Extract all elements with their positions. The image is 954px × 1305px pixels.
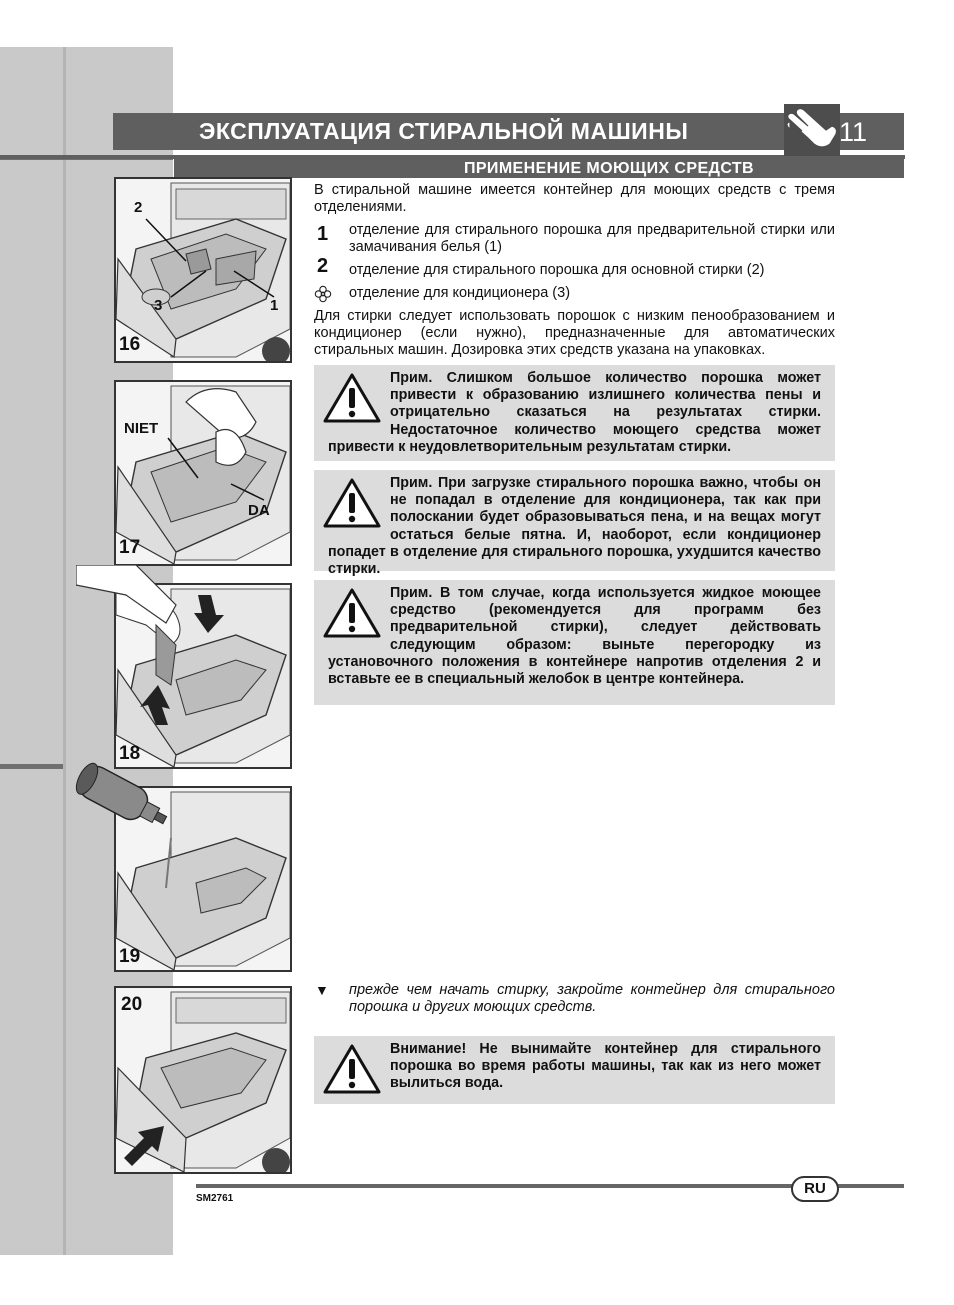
figure-number: 20 [121, 994, 143, 1015]
warning-icon [322, 587, 382, 639]
language-badge: RU [791, 1176, 839, 1202]
hands-illustration [76, 565, 186, 625]
model-code: SM2761 [196, 1193, 234, 1204]
flower-icon [314, 285, 332, 303]
bullet-note [314, 982, 835, 1016]
warning-icon [322, 1043, 382, 1095]
warning-box [314, 1036, 835, 1104]
note-text: Прим. При загрузке стирального порошка важно, чтобы он не попадал в отделение для кондиционера, так как при полоскании будет образовываться пена, и на вещах могут остаться белые пятна. И, наоборот, если кондиционер попадет в отделение для стирального порошка, ухудшится качество стирки. [328, 475, 821, 578]
callout-da: DA [248, 502, 270, 519]
list-item-text: отделение для кондиционера (3) [349, 285, 571, 301]
note-box [314, 470, 835, 578]
usage-text: Для стирки следует использовать порошок с низким пенообразованием и кондиционер (если нужно), предназначенные для автоматических стиральных машин. Дозировка этих средств указана на упаковках. [314, 308, 835, 358]
margin-rule-mid [0, 764, 63, 769]
page-number: 11 [838, 117, 868, 147]
callout-1: 1 [270, 297, 279, 314]
warning-icon [322, 477, 382, 529]
note-text: Прим. Слишком большое количество порошка может привести к образованию излишнего количества пены и отрицательно сказаться на результатах стирки. Недостаточное количество моющего средства может привести к неудовлетворительным результатам стирки. [328, 370, 821, 455]
list-item-text: отделение для стирального порошка для предварительной стирки или замачивания белья (1) [349, 222, 835, 255]
figure-17 [114, 380, 292, 566]
figure-number: 17 [119, 537, 141, 558]
list-marker-1: 1 [317, 223, 329, 245]
intro-text: В стиральной машине имеется контейнер для моющих средств с тремя отделениями. [314, 182, 835, 215]
bottle-icon [70, 762, 180, 842]
figure-16 [114, 177, 292, 363]
dispenser-drawing [116, 382, 290, 564]
figure-20 [114, 986, 292, 1174]
bullet-note-text: прежде чем начать стирку, закройте контейнер для стирального порошка и других моющих средств. [349, 982, 835, 1015]
note-text: Прим. В том случае, когда используется жидкое моющее средство (рекомендуется для программ без предварительной стирки), следует действовать следующим образом: выньте перегородку из установочного положения в контейнере напротив отделения 2 и вставьте ее в специальный желобок в центре контейнера. [328, 585, 821, 688]
callout-2: 2 [134, 199, 143, 216]
warning-text: Внимание! Не вынимайте контейнер для стирального порошка во время работы машины, так как из него может вылиться вода. [390, 1041, 821, 1092]
list-item-text: отделение для стирального порошка для основной стирки (2) [349, 262, 765, 278]
callout-3: 3 [154, 297, 163, 314]
figure-number: 16 [119, 334, 141, 355]
figure-number: 19 [119, 946, 141, 967]
callout-niet: NIET [124, 420, 159, 437]
section-subtitle: ПРИМЕНЕНИЕ МОЮЩИХ СРЕДСТВ [174, 159, 904, 178]
hand-icon [784, 104, 840, 156]
section-title: ЭКСПЛУАТАЦИЯ СТИРАЛЬНОЙ МАШИНЫ [113, 113, 904, 150]
margin-divider [63, 47, 66, 1255]
list-marker-2: 2 [317, 255, 329, 277]
note-box [314, 580, 835, 705]
list-item [314, 222, 835, 256]
triangle-bullet-icon: ▼ [315, 982, 329, 998]
list-item [314, 285, 835, 302]
list-item [314, 255, 835, 279]
note-box [314, 365, 835, 461]
figure-number: 18 [119, 743, 141, 764]
warning-icon [322, 372, 382, 424]
